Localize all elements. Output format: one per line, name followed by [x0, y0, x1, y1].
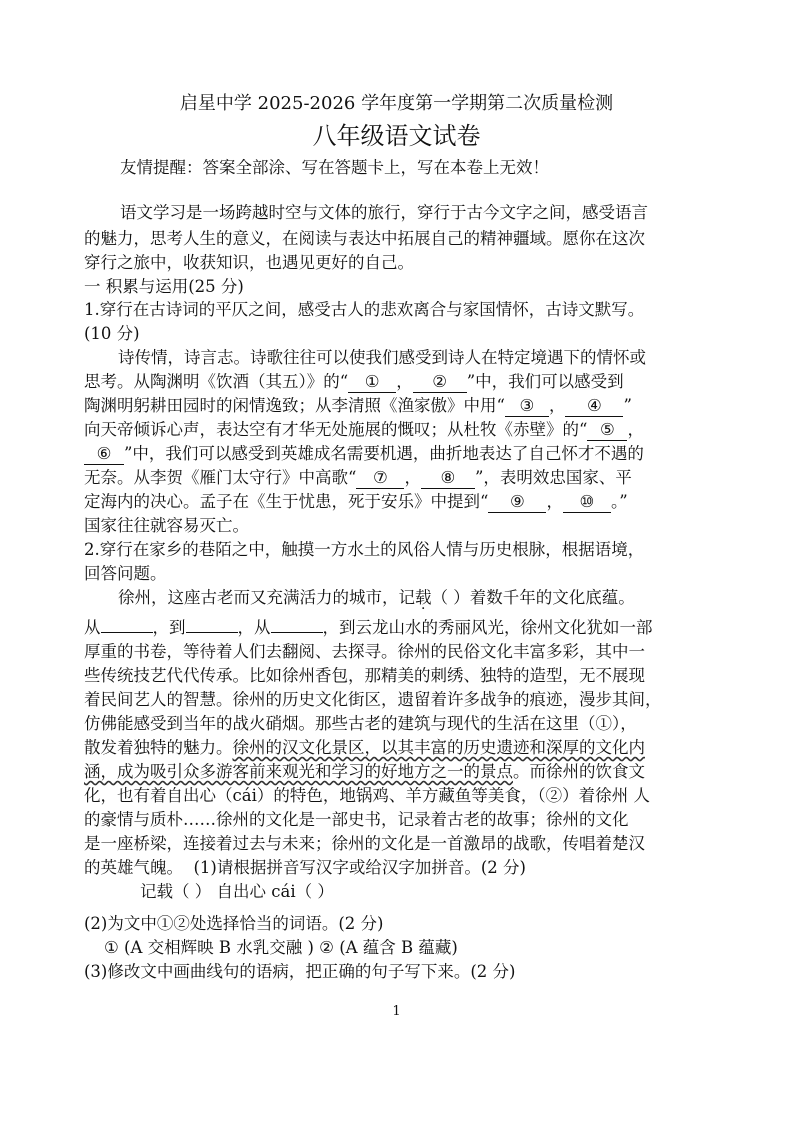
text: ，到 [152, 618, 186, 637]
q2-para-line-12 [84, 856, 526, 880]
text: 无奈。从李贺《雁门太守行》中高歌“ [84, 468, 357, 487]
q2-para-line-8 [84, 760, 645, 784]
blank-7: ⑦ [356, 468, 404, 489]
blank-4: ④ [565, 396, 623, 417]
blank-5: ⑤ [587, 420, 627, 441]
text: 徐州，这座古老而又充满活力的城市，记 [118, 588, 415, 607]
q2-para-line-5: 着民间艺人的智慧。徐州的历史文化街区，遗留着许多战争的痕迹，漫步其间， [84, 690, 662, 709]
q2-para-line-2 [84, 616, 653, 640]
q1-para-line-3 [84, 394, 632, 418]
school-title: 启星中学 2025-2026 学年度第一学期第二次质量检测 [179, 93, 614, 114]
blank-8: ⑧ [421, 468, 475, 489]
text: ， [548, 396, 566, 415]
blank-3: ③ [505, 396, 549, 417]
text: ” [623, 396, 632, 415]
intro-line-3: 穿行之旅中，收获知识，也遇见更好的自己。 [84, 253, 414, 272]
q1-para-line-6 [84, 466, 632, 490]
text: ”中，我们可以感受到英雄成名需要机遇，曲折地表达了自己怀才不遇的 [124, 444, 644, 463]
dotted-char: 载 [415, 588, 432, 607]
intro-line-1: 语文学习是一场跨越时空与文体的旅行，穿行于古今文字之间，感受语言 [120, 203, 648, 222]
blank-1: ① [348, 372, 396, 393]
q2-para-line-7 [84, 736, 645, 760]
wavy-sentence: 涵，成为吸引众多游客前来观光和学习的好地方之一的景点 [84, 762, 513, 781]
blank-b [186, 632, 238, 633]
text: 定海内的决心。孟子在《生于忧患，死于安乐》中提到“ [84, 492, 489, 511]
notice: 友情提醒：答案全部涂、写在答题卡上，写在本卷上无效！ [120, 158, 549, 177]
page-number: 1 [392, 1004, 401, 1019]
text: 思考。从陶渊明《饮酒（其五）》的“ [84, 372, 349, 391]
intro-line-2: 的魅力，思考人生的意义，在阅读与表达中拓展自己的精神疆域。愿你在这次 [84, 229, 645, 248]
text: 的英雄气魄。 [84, 858, 183, 877]
sub-question-2: (2)为文中①②处选择恰当的词语。(2 分) [84, 914, 384, 933]
q1-para-line-1: 诗传情，诗言志。诗歌往往可以使我们感受到诗人在特定境遇下的情怀或 [118, 348, 646, 367]
q1-para-line-2 [84, 370, 624, 394]
blank-6: ⑥ [84, 444, 124, 465]
q1-para-line-8: 国家往往就容易灭亡。 [84, 516, 249, 535]
wavy-sentence: 徐州的汉文化景区，以其丰富的历史遗迹和深厚的文化内 [232, 738, 645, 757]
text: ， [627, 420, 644, 439]
text: 。而徐州的饮食文 [513, 762, 645, 781]
q1-para-line-7 [84, 490, 628, 514]
text: ”中，我们可以感受到 [466, 372, 624, 391]
q2-para-line-3: 厚重的书卷，等待着人们去翻阅、去探寻。徐州的民俗文化丰富多彩，其中一 [84, 642, 645, 661]
blank-a [101, 632, 153, 633]
q1-stem: 1.穿行在古诗词的平仄之间，感受古人的悲欢离合与家国情怀，古诗文默写。 [84, 300, 645, 319]
text: 。” [610, 492, 628, 511]
q2-para-line-11: 是一座桥梁，连接着过去与未来；徐州的文化是一首激昂的战歌，传唱着楚汉 [84, 834, 645, 853]
q2-para-line-10: 的豪情与质朴……徐州的文化是一部史书，记录着古老的故事；徐州的文化 [84, 810, 629, 829]
exam-title: 八年级语文试卷 [312, 122, 481, 150]
text: 散发着独特的魅力。 [84, 738, 233, 757]
q1-para-line-5 [84, 442, 644, 466]
text: 陶渊明躬耕田园时的闲情逸致；从李清照《渔家傲》中用“ [84, 396, 505, 415]
sub-question-3: (3)修改文中画曲线句的语病，把正确的句子写下来。(2 分) [84, 962, 516, 981]
q1-para-line-4 [84, 418, 644, 442]
q2-stem-2: 回答问题。 [84, 564, 167, 583]
text: 向天帝倾诉心声，表达空有才华无处施展的慨叹；从杜牧《赤壁》的“ [84, 420, 588, 439]
blank-2: ② [413, 372, 467, 393]
q2-para-line-1 [118, 586, 635, 610]
sub-question-2-options: ① (A 交相辉映 B 水乳交融 ) ② (A 蕴含 B 蕴藏) [104, 938, 458, 957]
blank-9: ⑨ [488, 492, 546, 513]
q2-para-line-4: 些传统技艺代代传承。比如徐州香包，那精美的刺绣、独特的造型，无不展现 [84, 666, 645, 685]
sub-question-1-items: 记载（ ） 自出心 cái（ ） [140, 882, 334, 901]
text: ， [404, 468, 421, 487]
text: ， [546, 492, 563, 511]
text: （ ）着数千年的文化底蕴。 [431, 588, 635, 607]
q2-stem: 2.穿行在家乡的巷陌之中，触摸一方水土的风俗人情与历史根脉，根据语境， [84, 540, 645, 559]
sub-question-1: (1)请根据拼音写汉字或给汉字加拼音。(2 分) [193, 858, 526, 877]
q2-para-line-9: 化，也有着自出心（cái）的特色，地锅鸡、羊方藏鱼等美食，（②）着徐州 人 [84, 786, 650, 805]
text: 从 [84, 618, 101, 637]
text: ，到云龙山水的秀丽风光，徐州文化犹如一部 [322, 618, 653, 637]
text: ， [396, 372, 413, 391]
q1-score: (10 分) [84, 324, 140, 343]
section-title: 一 积累与运用(25 分) [84, 277, 244, 296]
blank-10: ⑩ [563, 492, 611, 513]
text: ，从 [237, 618, 271, 637]
text: ”，表明效忠国家、平 [474, 468, 632, 487]
q2-para-line-6: 仿佛能感受到当年的战火硝烟。那些古老的建筑与现代的生活在这里（①）， [84, 714, 637, 733]
blank-c [271, 632, 323, 633]
